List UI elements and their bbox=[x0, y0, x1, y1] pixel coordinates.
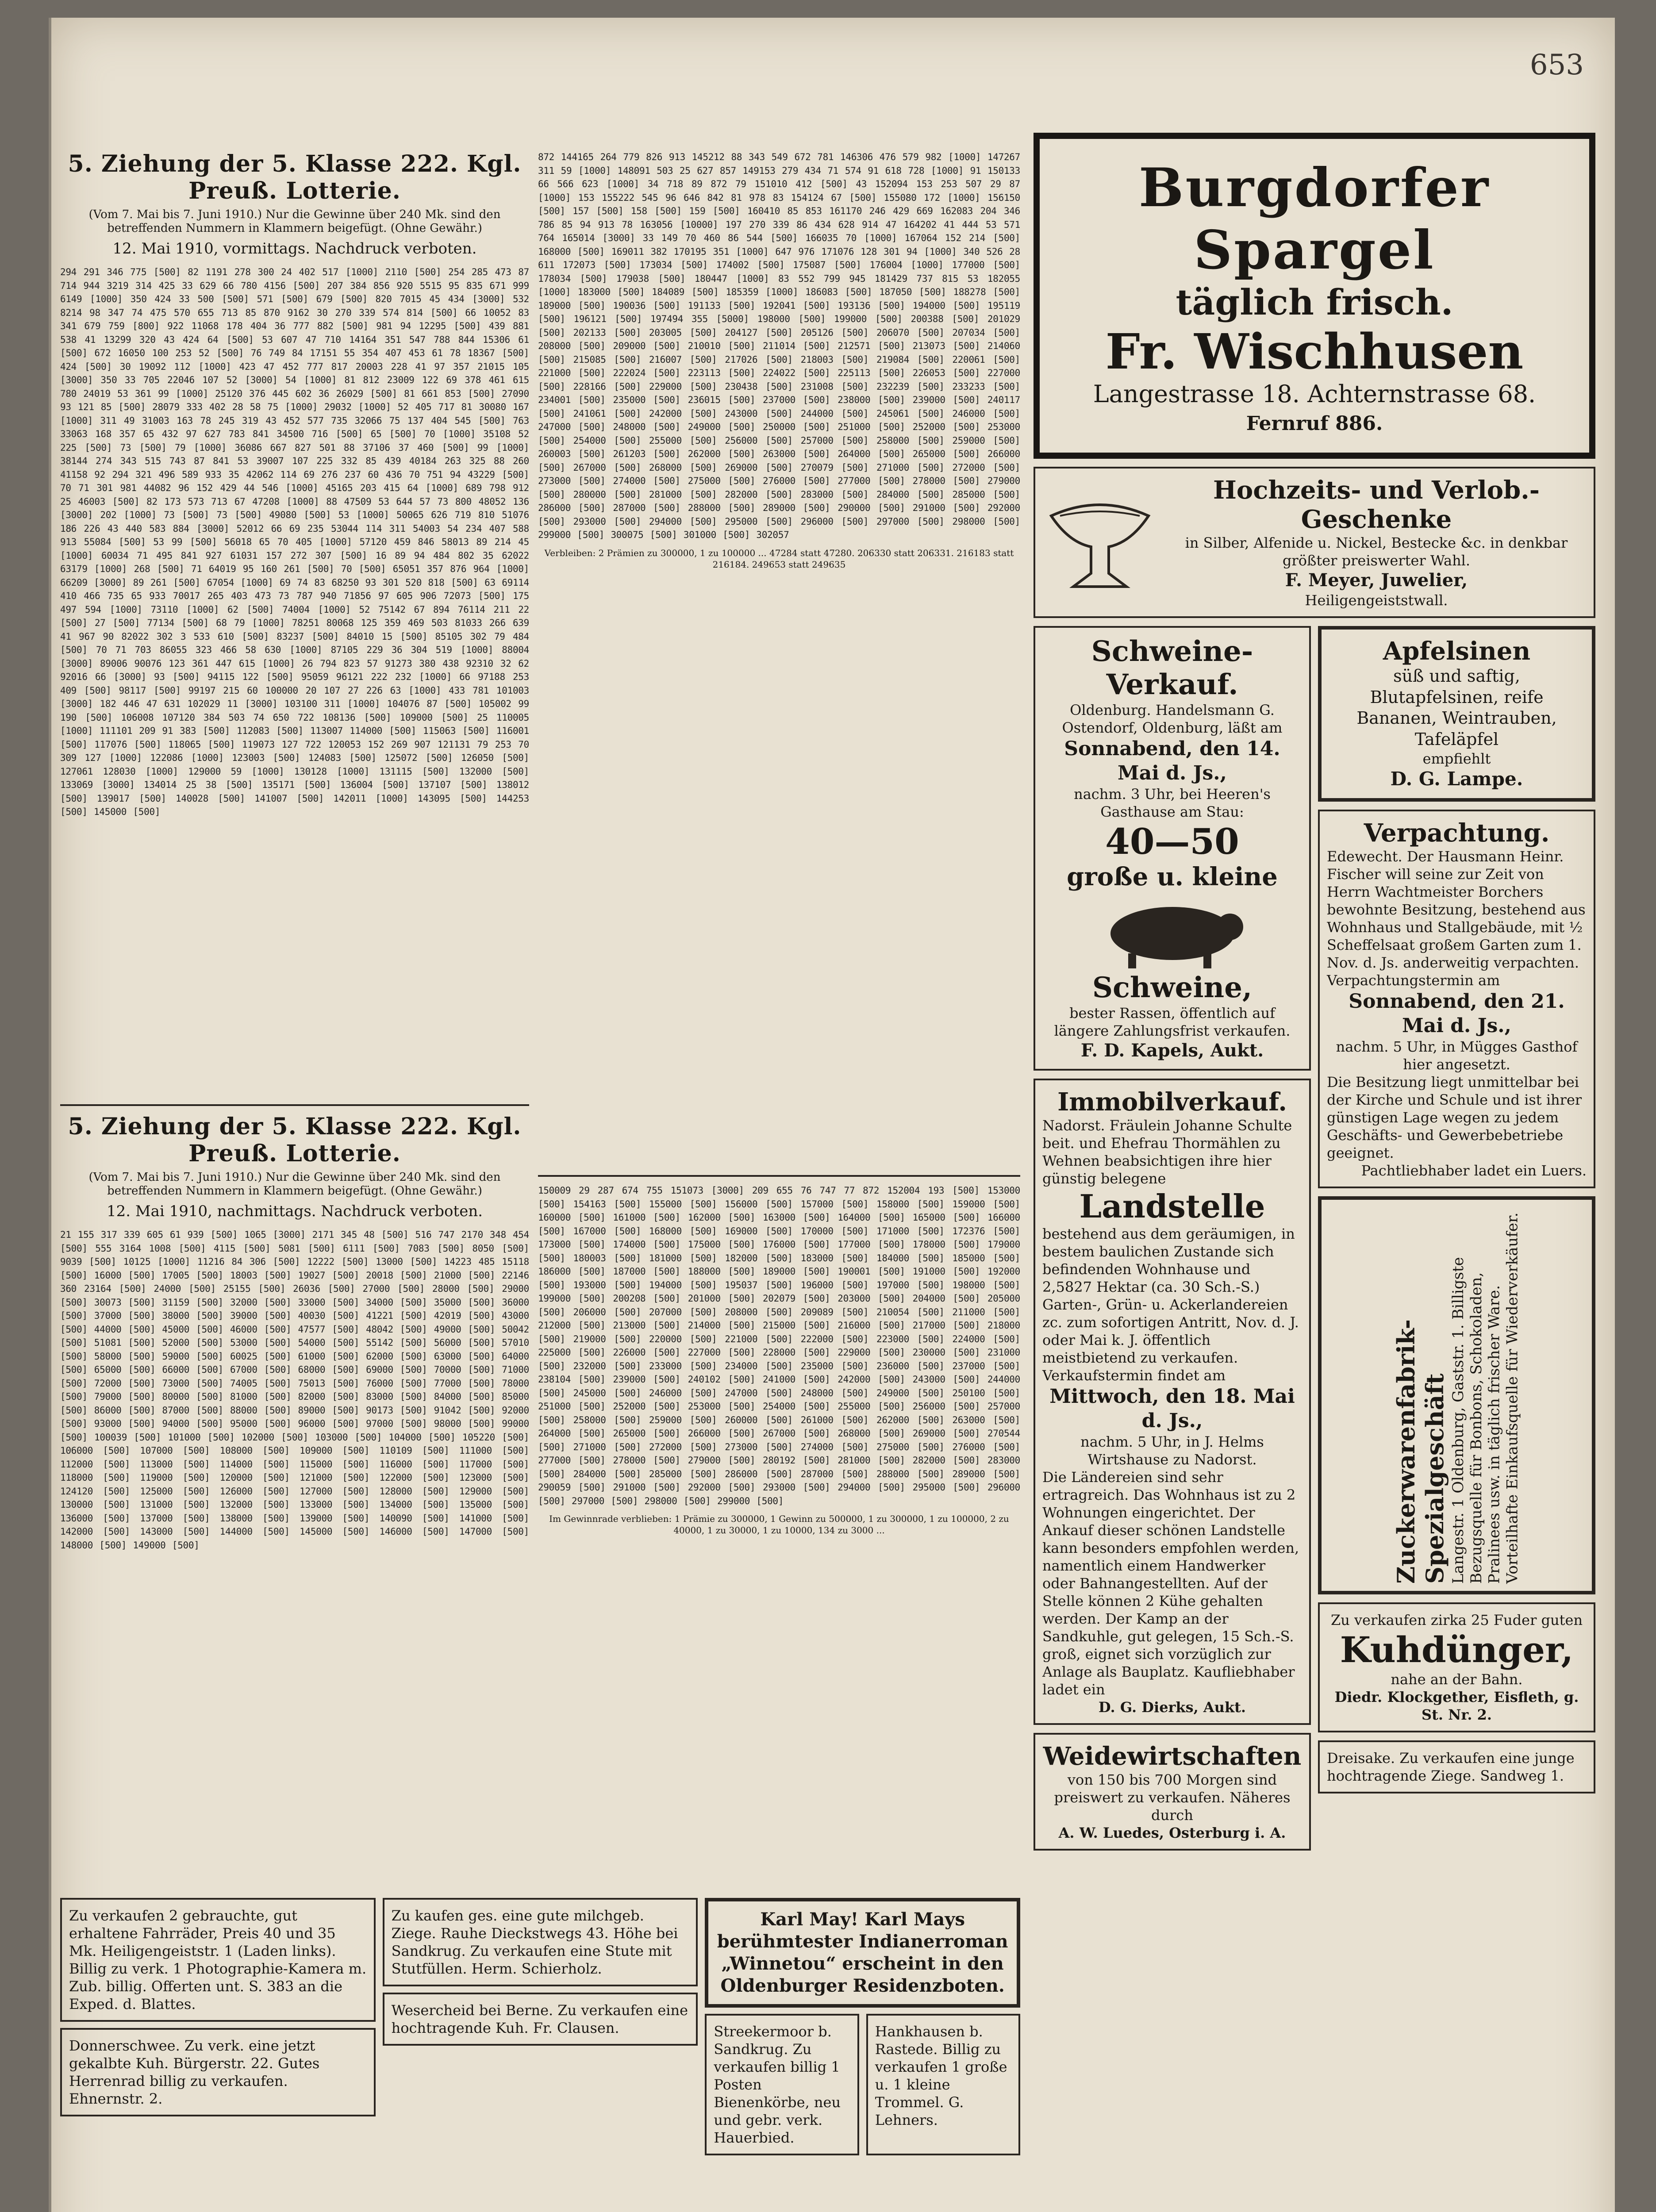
meyer-address: Heiligengeiststwall. bbox=[1305, 592, 1448, 609]
lottery-morning-title: 5. Ziehung der 5. Klasse 222. Kgl. Preuß. Lotterie. bbox=[68, 150, 522, 204]
lottery-morning-list bbox=[60, 150, 529, 1097]
spargel-address: Langestrasse 18. Achternstrasse 68. bbox=[1093, 380, 1536, 408]
lottery-afternoon-cont-numbers: 150009 29 287 674 755 151073 [3000] 209 655 76 747 77 872 152004 193 [500] 153000 [500] 154163 [500] 155000 [500] 156000 [500] 157000 [500] 158000 [500] 159000 [500] 160000 [500] 161000 [500] 162000 [500] 163000 [500] 164000 [500] 165000 [500] 166000 [500] 167000 [500] 168000 [500] 169000 [500] 170000 [500] 171000 [500] 172376 [500] 173000 [500] 174000 [500] 175000 [500] 176000 [500] 177000 [500] 178000 [500] 179000 [500] 180003 [500] 181000 [500] 182000 [500] 183000 [500] 184000 [500] 185000 [500] 186000 [500] 187000 [500] 188000 [500] 189000 [500] 190001 [500] 191000 [500] 192000 [500] 193000 [500] 194000 [500] 195037 [500] 196000 [500] 197000 [500] 198000 [500] 199000 [500] 200208 [500] 201000 [500] 202079 [500] 203000 [500] 204000 [500] 205000 [500] 206000 [500] 207000 [500] 208000 [500] 209089 [500] 210054 [500] 211000 [500] 212000 [500] 213000 [500] 214000 [500] 215000 [500] 216000 [500] 217000 [500] 218000 [500] 219000 [500] 220000 [500] 221000 [500] 222000 [500] 223000 [500] 224000 [500] 225000 [500] 226000 [500] 227000 [500] 228000 [500] 229000 [500] 230000 [500] 231000 [500] 232000 [500] 233000 [500] 234000 [500] 235000 [500] 236000 [500] 237000 [500] 238104 [500] 239000 [500] 240102 [500] 241000 [500] 242000 [500] 243000 [500] 244000 [500] 245000 [500] 246000 [500] 247000 [500] 248000 [500] 249000 [500] 250100 [500] 251000 [500] 252000 [500] 253000 [500] 254000 [500] 255000 [500] 256000 [500] 257000 [500] 258000 [500] 259000 [500] 260000 [500] 261000 [500] 262000 [500] 263000 [500] 264000 [500] 265000 [500] 266000 [500] 267000 [500] 268000 [500] 269000 [500] 270544 [500] 271000 [500] 272000 [500] 273000 [500] 274000 [500] 275000 [500] 276000 [500] 277000 [500] 278000 [500] 279000 [500] 280192 [500] 281000 [500] 282000 [500] 283000 [500] 284000 [500] 285000 [500] 286000 [500] 287000 [500] 288000 [500] 289000 [500] 290059 [500] 291000 [500] 292000 [500] 293000 [500] 294000 [500] 295000 [500] 296000 [500] 297000 [500] 298000 [500] 299000 [500] bbox=[538, 1185, 1020, 1506]
spargel-ad bbox=[1034, 133, 1595, 459]
apfelsinen-ad: Apfelsinen süß und saftig, Blutapfelsinen, reife Bananen, Weintrauben, Tafeläpfel empfiehlt D. G. Lampe. bbox=[1318, 626, 1595, 802]
verpachtung-ad: Verpachtung. Edewecht. Der Hausmann Heinr. Fischer will seine zur Zeit von Herrn Wachtmeister Borchers bewohnte Besitzung, bestehend aus Wohnhaus und Stallgebäude, mit ½ Scheffelsaat großem Garten zum 1. Nov. d. Js. anderweitig verpachten. Verpachtungstermin am Sonnabend, den 21. Mai d. Js., nachm. 5 Uhr, in Mügges Gasthof hier angesetzt. Die Besitzung liegt unmittelbar bei der Kirche und Schule und ist ihrer günstigen Lage wegen zu jedem Geschäfts- und Gewerbebetriebe geeignet. Pachtliebhaber ladet ein Luers. bbox=[1318, 810, 1595, 1188]
lottery-morning-numbers: 294 291 346 775 [500] 82 1191 278 300 24 402 517 [1000] 2110 [500] 254 285 473 87 714 944 3219 314 425 33 629 66 780 4156 [500] 207 384 856 920 5515 95 835 671 999 6149 [1000] 350 424 33 500 [500] 571 [500] 679 [500] 820 7015 45 434 [3000] 532 8214 98 347 74 475 570 655 713 85 870 9162 30 270 339 574 814 [500] 66 10052 83 341 679 759 [800] 922 11068 178 404 36 777 882 [500] 981 94 12295 [500] 439 881 538 41 13299 320 43 424 64 [500] 53 607 47 710 14164 351 547 788 844 15306 61 [500] 672 16050 100 253 52 [500] 76 749 84 17151 55 354 407 453 61 78 18367 [500] 424 [500] 30 19092 112 [1000] 423 47 452 777 817 20003 228 41 97 357 21015 105 [3000] 350 33 705 22046 107 52 [3000] 54 [1000] 81 812 23009 122 69 378 461 615 780 24019 53 361 99 [1000] 25120 376 445 602 36 26029 [500] 81 661 853 [500] 27090 93 121 85 [500] 28079 333 402 28 58 75 [1000] 29032 [1000] 52 405 717 81 30080 167 [1000] 311 49 31003 163 78 245 319 43 452 577 735 32066 75 137 404 545 [500] 763 33063 168 357 65 432 97 627 783 841 34500 716 [500] 65 [500] 70 [1000] 35108 52 225 [500] 73 [500] 79 [1000] 36086 667 827 501 88 37106 37 460 [500] 99 [1000] 38144 274 343 515 743 87 841 53 39007 107 225 332 85 439 40184 263 325 88 260 41158 92 294 321 496 589 933 35 42062 114 69 276 237 60 436 70 751 94 43229 [500] 70 71 301 981 44082 96 152 429 44 546 [1000] 45165 203 415 64 [1000] 689 798 912 25 46003 [500] 82 173 573 713 67 47208 [1000] 88 47509 53 644 57 73 800 48052 136 [3000] 202 [1000] 73 [500] 73 [500] 49080 [500] 53 [1000] 50065 626 719 810 51076 186 226 43 440 583 884 [3000] 52012 66 69 235 53044 114 311 54003 54 234 407 588 913 55084 [500] 53 99 [500] 56018 65 70 405 [1000] 57120 459 846 58013 89 214 45 [1000] 60034 71 495 841 927 61031 157 272 307 [500] 16 89 94 484 802 35 62022 63179 [1000] 268 [500] 71 64019 95 160 261 [500] 70 [500] 65051 357 876 964 [1000] 66209 [3000] 89 261 [500] 67054 [1000] 69 74 83 68250 93 301 520 818 [500] 63 69114 410 466 735 65 933 70017 265 403 473 73 787 940 71856 97 605 906 72073 [500] 175 497 594 [1000] 73110 [1000] 62 [500] 74004 [1000] 52 75142 67 894 76114 211 22 [500] 27 [500] 77134 [500] 68 79 [1000] 78251 80068 125 359 469 503 81033 266 639 41 967 90 82022 302 3 533 610 [500] 83237 [500] 84010 15 [500] 85105 302 79 484 [500] 70 71 703 86055 323 466 58 630 [1000] 87105 229 36 304 519 [1000] 88004 [3000] 89006 90076 123 361 447 615 [1000] 26 794 823 57 91273 380 438 92310 32 62 92016 66 [3000] 93 [500] 94115 122 [500] 95059 96121 222 232 [1000] 66 97188 253 409 [500] 98117 [500] 99197 215 60 100000 20 107 27 226 63 [1000] 433 781 101003 [3000] 182 446 47 631 102029 11 [3000] 103100 311 [1000] 104076 87 [500] 105002 99 190 [500] 106008 107120 384 503 74 650 722 108136 [500] 109000 [500] 25 110005 [1000] 111101 209 91 383 [500] 112083 [500] 113007 114000 [500] 115063 [500] 116001 [500] 117076 [500] 118065 [500] 119073 127 722 120053 152 269 907 121131 79 253 70 309 127 [1000] 122086 [1000] 123003 [500] 124083 [500] 125072 [500] 126050 [500] 127061 128030 [1000] 129000 59 [1000] 130128 [1000] 131115 [500] 132000 [500] 133069 [3000] 134014 25 38 [500] 135171 [500] 136004 [500] 137107 [500] 138012 [500] 139017 [500] 140028 [500] 141007 [500] 142011 [1000] 143095 [500] 144253 [500] 145000 [500] bbox=[60, 267, 529, 818]
meyer-body: in Silber, Alfenide u. Nickel, Bestecke &c. in denkbar größter preiswerter Wahl. bbox=[1185, 534, 1568, 569]
classified-ad: Streekermoor b. Sandkrug. Zu verkaufen billig 1 Posten Bienenkörbe, neu und gebr. verk. Hauerbied. bbox=[705, 2014, 859, 2155]
immobilienverkauf-ad: Immobilverkauf. Nadorst. Fräulein Johanne Schulte beit. und Ehefrau Thormählen zu Wehnen beabsichtigen ihre hier günstig belegene Landstelle bestehend aus dem geräumigen, in bestem baulichen Zustande sich befindenden Wohnhause und 2,5827 Hektar (ca. 30 Sch.-S.) Garten-, Grün- u. Ackerlandereien zc. zum sofortigen Antritt, Nov. d. J. oder Mai k. J. öffentlich meistbietend zu verkaufen. Verkaufstermin findet am Mittwoch, den 18. Mai d. Js., nachm. 5 Uhr, in J. Helms Wirtshause zu Nadorst. Die Ländereien sind sehr ertragreich. Das Wohnhaus ist zu 2 Wohnungen eingerichtet. Der Ankauf dieser schönen Landstelle kann besonders empfohlen werden, namentlich einem Handwerker oder Bahnangestellten. Auf der Stelle können 2 Kühe gehalten werden. Der Kamp an der Sandkuhle, gut gelegen, 15 Sch.-S. groß, eignet sich vorzüglich zur Anlage als Bauplatz. Kaufliebhaber ladet ein D. G. Dierks, Aukt. bbox=[1034, 1079, 1311, 1725]
lottery-column-middle bbox=[538, 150, 1020, 1892]
spargel-title: Burgdorfer Spargel bbox=[1138, 157, 1491, 281]
lottery-morning-note: (Vom 7. Mai bis 7. Juni 1910.) Nur die Gewinne über 240 Mk. sind den betreffenden Nummern in Klammern beigefügt. (Ohne Gewähr.) bbox=[88, 208, 501, 235]
divider bbox=[538, 1175, 1020, 1177]
classified-ad: Wesercheid bei Berne. Zu verkaufen eine hochtragende Kuh. Fr. Clausen. bbox=[383, 1993, 698, 2046]
meyer-title: Hochzeits- und Verlob.-Geschenke bbox=[1213, 476, 1540, 534]
zuckerwaren-ad: Zuckerwarenfabrik-Spezialgeschäft Langestr. 1 Oldenburg, Gaststr. 1. Billigste Bezugsquelle für Bonbons, Schokoladen, Pralinees usw. in täglich frischer Ware. Vorteilhafte Einkaufsquelle für Wiederverkäufer. bbox=[1318, 1196, 1595, 1594]
lottery-afternoon-totals: Im Gewinnrade verblieben: 1 Prämie zu 300000, 1 Gewinn zu 500000, 1 zu 300000, 1 zu 100000, 2 zu 40000, 1 zu 30000, 1 zu 10000, 134 zu 3000 ... bbox=[549, 1513, 1009, 1536]
pig-icon bbox=[1093, 891, 1252, 971]
lottery-afternoon-continued bbox=[538, 1184, 1020, 1892]
meyer-name: F. Meyer, Juwelier, bbox=[1285, 570, 1468, 591]
lottery-morning-totals: Verbleiben: 2 Prämien zu 300000, 1 zu 100000 ... 47284 statt 47280. 206330 statt 206331. 216183 statt 216184. 249653 statt 249635 bbox=[544, 547, 1014, 570]
spargel-firm: Fr. Wischhusen bbox=[1105, 323, 1524, 380]
lottery-morning-continued bbox=[538, 150, 1020, 1168]
classified-ad: Donnerschwee. Zu verk. eine jetzt gekalbte Kuh. Bürgerstr. 22. Gutes Herrenrad billig zu verkaufen. Ehnernstr. 2. bbox=[60, 2028, 376, 2116]
page-number: 653 bbox=[1529, 49, 1584, 81]
advertisement-column bbox=[1034, 133, 1595, 2212]
classified-ads-bottom bbox=[60, 1898, 1020, 2212]
lottery-morning-date: 12. Mai 1910, vormittags. Nachdruck verboten. bbox=[112, 240, 477, 258]
lottery-afternoon-numbers: 21 155 317 339 605 61 939 [500] 1065 [3000] 2171 345 48 [500] 516 747 2170 348 454 [500] 555 3164 1008 [500] 4115 [500] 5081 [500] 6111 [500] 7083 [500] 8050 [500] 9039 [500] 10125 [1000] 11216 84 306 [500] 12222 [500] 13000 [500] 14223 485 15118 [500] 16000 [500] 17005 [500] 18003 [500] 19027 [500] 20018 [500] 21000 [500] 22146 360 23164 [500] 24000 [500] 25155 [500] 26036 [500] 27000 [500] 28000 [500] 29000 [500] 30073 [500] 31159 [500] 32000 [500] 33000 [500] 34000 [500] 35000 [500] 36000 [500] 37000 [500] 38000 [500] 39000 [500] 40030 [500] 41221 [500] 42019 [500] 43000 [500] 44000 [500] 45000 [500] 46000 [500] 47577 [500] 48042 [500] 49000 [500] 50042 [500] 51081 [500] 52000 [500] 53000 [500] 54000 [500] 55142 [500] 56000 [500] 57010 [500] 58000 [500] 59000 [500] 60025 [500] 61000 [500] 62000 [500] 63000 [500] 64000 [500] 65000 [500] 66000 [500] 67000 [500] 68000 [500] 69000 [500] 70000 [500] 71000 [500] 72000 [500] 73000 [500] 74005 [500] 75013 [500] 76000 [500] 77000 [500] 78000 [500] 79000 [500] 80000 [500] 81000 [500] 82000 [500] 83000 [500] 84000 [500] 85000 [500] 86000 [500] 87000 [500] 88000 [500] 89000 [500] 90173 [500] 91042 [500] 92000 [500] 93000 [500] 94000 [500] 95000 [500] 96000 [500] 97000 [500] 98000 [500] 99000 [500] 100039 [500] 101000 [500] 102000 [500] 103000 [500] 104000 [500] 105220 [500] 106000 [500] 107000 [500] 108000 [500] 109000 [500] 110109 [500] 111000 [500] 112000 [500] 113000 [500] 114000 [500] 115000 [500] 116000 [500] 117000 [500] 118000 [500] 119000 [500] 120000 [500] 121000 [500] 122000 [500] 123000 [500] 124120 [500] 125000 [500] 126000 [500] 127000 [500] 128000 [500] 129000 [500] 130000 [500] 131000 [500] 132000 [500] 133000 [500] 134000 [500] 135000 [500] 136000 [500] 137000 [500] 138000 [500] 139000 [500] 140090 [500] 141000 [500] 142000 [500] 143000 [500] 144000 [500] 145000 [500] 146000 [500] 147000 [500] 148000 [500] 149000 [500] bbox=[60, 1229, 529, 1551]
spargel-phone: Fernruf 886. bbox=[1246, 412, 1383, 435]
schweine-verkauf-ad: Schweine-Verkauf. Oldenburg. Handelsmann G. Ostendorf, Oldenburg, läßt am Sonnabend, den 14. Mai d. Js., nachm. 3 Uhr, bei Heeren's Gasthause am Stau: 40—50 große u. kleine Schweine, bester Rassen, öffentlich auf längere Zahlungsfrist verkaufen. F. D. Kapels, Aukt. bbox=[1034, 626, 1311, 1071]
karl-may-ad: Karl May! Karl Mays berühmtester Indianerroman „Winnetou“ erscheint in den Oldenburger Residenzboten. bbox=[705, 1898, 1020, 2008]
classified-ad: Zu kaufen ges. eine gute milchgeb. Ziege. Rauhe Dieckstwegs 43. Höhe bei Sandkrug. Zu verkaufen eine Stute mit Stutfüllen. Herm. Schierholz. bbox=[383, 1898, 698, 1986]
lottery-afternoon-date: 12. Mai 1910, nachmittags. Nachdruck verboten. bbox=[106, 1202, 483, 1221]
kuhduenger-ad: Zu verkaufen zirka 25 Fuder guten Kuhdünger, nahe an der Bahn. Diedr. Klockgether, Eisfleth, g. St. Nr. 2. bbox=[1318, 1602, 1595, 1732]
divider bbox=[60, 1104, 529, 1106]
spargel-subtitle: täglich frisch. bbox=[1176, 281, 1453, 323]
lottery-afternoon-list bbox=[60, 1113, 529, 1905]
meyer-jewelry-ad bbox=[1034, 467, 1595, 618]
lottery-column-left bbox=[60, 150, 529, 1905]
classified-ad: Zu verkaufen 2 gebrauchte, gut erhaltene Fahrräder, Preis 40 und 35 Mk. Heiligengeiststr. 1 (Laden links). Billig zu verk. 1 Photographie-Kamera m. Zub. billig. Offerten unt. S. 383 an die Exped. d. Blattes. bbox=[60, 1898, 376, 2022]
newspaper-page bbox=[49, 18, 1615, 2212]
schweine-title: Schweine-Verkauf. bbox=[1091, 635, 1253, 701]
lottery-afternoon-note: (Vom 7. Mai bis 7. Juni 1910.) Nur die Gewinne über 240 Mk. sind den betreffenden Nummern in Klammern beigefügt. (Ohne Gewähr.) bbox=[88, 1171, 501, 1198]
weidewirtschaften-ad: Weidewirtschaften von 150 bis 700 Morgen sind preiswert zu verkaufen. Näheres durch A. W. Luedes, Osterburg i. A. bbox=[1034, 1733, 1311, 1851]
dreisake-ad: Dreisake. Zu verkaufen eine junge hochtragende Ziege. Sandweg 1. bbox=[1318, 1740, 1595, 1793]
lottery-afternoon-title: 5. Ziehung der 5. Klasse 222. Kgl. Preuß. Lotterie. bbox=[68, 1113, 522, 1167]
classified-ad: Hankhausen b. Rastede. Billig zu verkaufen 1 große u. 1 kleine Trommel. G. Lehners. bbox=[866, 2014, 1020, 2155]
vase-icon bbox=[1042, 489, 1157, 595]
lottery-morning-cont-numbers: 872 144165 264 779 826 913 145212 88 343 549 672 781 146306 476 579 982 [1000] 147267 311 59 [1000] 148091 503 25 627 857 149153 279 434 71 574 91 618 728 [1000] 91 150133 66 566 623 [1000] 34 718 89 872 79 151010 412 [500] 43 152094 153 253 507 29 87 [1000] 153 155222 545 96 646 842 81 978 83 154124 67 [500] 155080 172 [1000] 156150 [500] 157 [500] 158 [500] 159 [500] 160410 85 853 161170 246 429 669 162083 204 346 786 85 94 913 78 163056 [10000] 197 270 339 86 434 628 914 47 164202 41 444 53 571 764 165014 [3000] 33 149 70 460 86 544 [500] 166035 70 [1000] 167064 152 214 [500] 168000 [500] 169011 382 170195 351 [1000] 647 976 171076 128 301 94 [1000] 340 526 28 611 172073 [500] 173034 [500] 174002 [500] 175087 [500] 176004 [1000] 177000 [500] 178034 [500] 179038 [500] 180447 [1000] 83 552 799 945 181429 737 815 53 182055 [1000] 183000 [500] 184089 [500] 185359 [1000] 186083 [500] 187050 [500] 188278 [500] 189000 [500] 190036 [500] 191133 [500] 192041 [500] 193136 [500] 194000 [500] 195119 [500] 196121 [500] 197494 355 [5000] 198000 [500] 199000 [500] 200388 [500] 201029 [500] 202133 [500] 203005 [500] 204127 [500] 205126 [500] 206070 [500] 207034 [500] 208000 [500] 209000 [500] 210010 [500] 211014 [500] 212571 [500] 213073 [500] 214060 [500] 215085 [500] 216007 [500] 217026 [500] 218003 [500] 219084 [500] 220061 [500] 221000 [500] 222024 [500] 223113 [500] 224022 [500] 225113 [500] 226053 [500] 227000 [500] 228166 [500] 229000 [500] 230438 [500] 231008 [500] 232239 [500] 233233 [500] 234001 [500] 235000 [500] 236015 [500] 237000 [500] 238000 [500] 239000 [500] 240117 [500] 241061 [500] 242000 [500] 243000 [500] 244000 [500] 245061 [500] 246000 [500] 247000 [500] 248000 [500] 249000 [500] 250000 [500] 251000 [500] 252000 [500] 253000 [500] 254000 [500] 255000 [500] 256000 [500] 257000 [500] 258000 [500] 259000 [500] 260003 [500] 261203 [500] 262000 [500] 263000 [500] 264000 [500] 265000 [500] 266000 [500] 267000 [500] 268000 [500] 269000 [500] 270079 [500] 271000 [500] 272000 [500] 273000 [500] 274000 [500] 275000 [500] 276000 [500] 277000 [500] 278000 [500] 279000 [500] 280000 [500] 281000 [500] 282000 [500] 283000 [500] 284000 [500] 285000 [500] 286000 [500] 287000 [500] 288000 [500] 289000 [500] 290000 [500] 291000 [500] 292000 [500] 293000 [500] 294000 [500] 295000 [500] 296000 [500] 297000 [500] 298000 [500] 299000 [500] 300075 [500] 301000 [500] 302057 bbox=[538, 152, 1020, 540]
